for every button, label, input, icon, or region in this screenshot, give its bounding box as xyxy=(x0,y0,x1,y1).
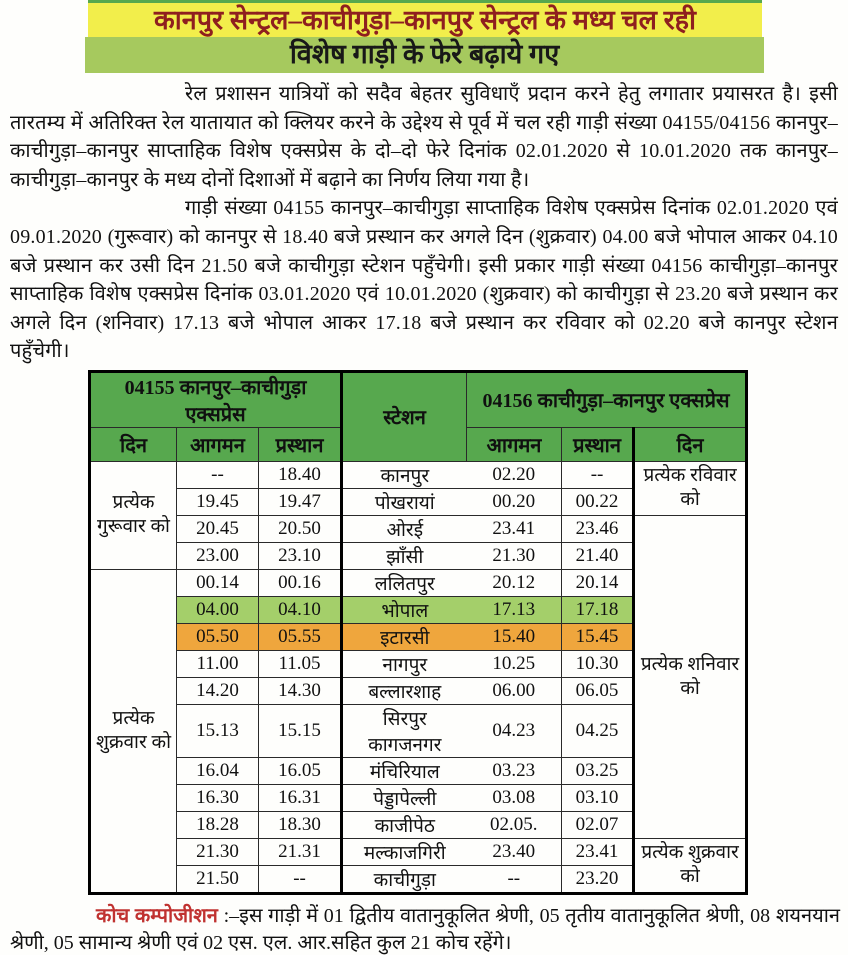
train-timetable xyxy=(88,370,748,895)
departure-time-right: 03.10 xyxy=(562,784,634,811)
arrival-time-left: 21.30 xyxy=(177,838,259,865)
arrival-time-right: 03.08 xyxy=(467,784,562,811)
departure-time-left: 04.10 xyxy=(259,596,342,623)
departure-time-right: 06.05 xyxy=(562,677,634,704)
station-name: झाँसी xyxy=(342,542,467,569)
arrival-time-left: 11.00 xyxy=(177,650,259,677)
page-title-line2: विशेष गाड़ी के फेरे बढ़ाये गए xyxy=(85,37,764,73)
departure-time-right: -- xyxy=(562,461,634,488)
departure-time-left: 16.31 xyxy=(259,784,342,811)
departure-time-left: 05.55 xyxy=(259,623,342,650)
departure-time-left: 18.40 xyxy=(259,461,342,488)
station-column-header: स्टेशन xyxy=(342,371,467,461)
departure-time-right: 20.14 xyxy=(562,569,634,596)
departure-time-left: 18.30 xyxy=(259,811,342,838)
departure-column-header-right: प्रस्थान xyxy=(562,427,634,461)
arrival-time-left: 21.50 xyxy=(177,865,259,893)
departure-time-left: -- xyxy=(259,865,342,893)
timetable-body xyxy=(90,461,747,893)
train-right-header: 04156 काचीगुड़ा–कानपुर एक्सप्रेस xyxy=(467,371,747,427)
arrival-time-right: 04.23 xyxy=(467,704,562,757)
station-name: ओरई xyxy=(342,515,467,542)
departure-time-right: 02.07 xyxy=(562,811,634,838)
arrival-time-right: 23.40 xyxy=(467,838,562,865)
arrival-time-left: 04.00 xyxy=(177,596,259,623)
departure-time-left: 11.05 xyxy=(259,650,342,677)
arrival-time-right: 20.12 xyxy=(467,569,562,596)
day-cell-right: प्रत्येक शुक्रवार को xyxy=(634,838,747,893)
departure-time-left: 19.47 xyxy=(259,488,342,515)
page-title-line1: कानपुर सेन्ट्रल–काचीगुड़ा–कानपुर सेन्ट्रल के मध्य चल रही xyxy=(88,0,762,37)
arrival-time-left: 23.00 xyxy=(177,542,259,569)
arrival-time-right: 17.13 xyxy=(467,596,562,623)
station-name: इटारसी xyxy=(342,623,467,650)
timetable-row xyxy=(90,515,747,542)
arrival-time-left: 16.04 xyxy=(177,757,259,784)
station-name: सिरपुर कागजनगर xyxy=(342,704,467,757)
departure-time-right: 23.20 xyxy=(562,865,634,893)
notice-body xyxy=(0,73,848,366)
arrival-time-left: 00.14 xyxy=(177,569,259,596)
day-column-header-right: दिन xyxy=(634,427,747,461)
departure-time-right: 04.25 xyxy=(562,704,634,757)
departure-time-right: 21.40 xyxy=(562,542,634,569)
departure-time-left: 14.30 xyxy=(259,677,342,704)
day-cell-left: प्रत्येक गुरूवार को xyxy=(90,461,177,569)
arrival-time-right: 15.40 xyxy=(467,623,562,650)
arrival-time-left: 15.13 xyxy=(177,704,259,757)
day-column-header-left: दिन xyxy=(90,427,177,461)
departure-time-right: 15.45 xyxy=(562,623,634,650)
station-name: बल्लारशाह xyxy=(342,677,467,704)
arrival-time-right: 02.20 xyxy=(467,461,562,488)
arrival-column-header-left: आगमन xyxy=(177,427,259,461)
day-cell-right: प्रत्येक रविवार को xyxy=(634,461,747,515)
station-name: भोपाल xyxy=(342,596,467,623)
departure-time-right: 03.25 xyxy=(562,757,634,784)
departure-time-right: 17.18 xyxy=(562,596,634,623)
station-name: नागपुर xyxy=(342,650,467,677)
timetable-row xyxy=(90,461,747,488)
arrival-time-left: 14.20 xyxy=(177,677,259,704)
arrival-time-right: 21.30 xyxy=(467,542,562,569)
arrival-time-left: 16.30 xyxy=(177,784,259,811)
arrival-time-right: 02.05. xyxy=(467,811,562,838)
coach-composition-text: :–इस गाड़ी में 01 द्वितीय वातानुकूलित श्रेणी, 05 तृतीय वातानुकूलित श्रेणी, 08 शयनयान श्रेणी, 05 सामान्य श्रेणी एवं 02 एस. एल. आर.सहित कुल 21 कोच रहेंगे। xyxy=(10,904,840,954)
departure-time-right: 00.22 xyxy=(562,488,634,515)
arrival-column-header-right: आगमन xyxy=(467,427,562,461)
train-left-header: 04155 कानपुर–काचीगुड़ा एक्सप्रेस xyxy=(90,371,342,427)
station-name: मल्काजगिरी xyxy=(342,838,467,865)
station-name: कानपुर xyxy=(342,461,467,488)
day-cell-left: प्रत्येक शुक्रवार को xyxy=(90,569,177,893)
arrival-time-left: 19.45 xyxy=(177,488,259,515)
intro-paragraph: रेल प्रशासन यात्रियों को सदैव बेहतर सुविधाएँ प्रदान करने हेतु लगातार प्रयासरत है। इसी तारतम्य में अतिरिक्त रेल यातायात को क्लियर करने के उद्देश्य से पूर्व में चल रही गाड़ी संख्या 04155/04156 कानपुर–काचीगुड़ा–कानपुर साप्ताहिक विशेष एक्सप्रेस के दो–दो फेरे दिनांक 02.01.2020 से 10.01.2020 तक कानपुर–काचीगुड़ा–कानपुर के मध्य दोनों दिशाओं में बढ़ाने का निर्णय लिया गया है। xyxy=(10,83,838,191)
departure-column-header-left: प्रस्थान xyxy=(259,427,342,461)
station-name: काचीगुड़ा xyxy=(342,865,467,893)
arrival-time-left: 05.50 xyxy=(177,623,259,650)
departure-time-left: 23.10 xyxy=(259,542,342,569)
station-name: पेड्डापेल्ली xyxy=(342,784,467,811)
coach-composition-label: कोच कम्पोजीशन xyxy=(96,904,218,927)
departure-time-left: 15.15 xyxy=(259,704,342,757)
arrival-time-right: 23.41 xyxy=(467,515,562,542)
station-name: ललितपुर xyxy=(342,569,467,596)
arrival-time-right: 03.23 xyxy=(467,757,562,784)
departure-time-right: 10.30 xyxy=(562,650,634,677)
arrival-time-right: 00.20 xyxy=(467,488,562,515)
arrival-time-left: 20.45 xyxy=(177,515,259,542)
station-name: काजीपेठ xyxy=(342,811,467,838)
departure-time-left: 00.16 xyxy=(259,569,342,596)
arrival-time-left: 18.28 xyxy=(177,811,259,838)
day-cell-right: प्रत्येक शनिवार को xyxy=(634,515,747,838)
arrival-time-right: 06.00 xyxy=(467,677,562,704)
departure-time-right: 23.41 xyxy=(562,838,634,865)
timetable-row xyxy=(90,838,747,865)
station-name: पोखरायां xyxy=(342,488,467,515)
arrival-time-left: -- xyxy=(177,461,259,488)
station-name: मंचिरियाल xyxy=(342,757,467,784)
arrival-time-right: -- xyxy=(467,865,562,893)
departure-time-left: 16.05 xyxy=(259,757,342,784)
timetable-header xyxy=(90,371,747,461)
departure-time-right: 23.46 xyxy=(562,515,634,542)
departure-time-left: 20.50 xyxy=(259,515,342,542)
coach-composition-note xyxy=(0,895,848,955)
schedule-paragraph: गाड़ी संख्या 04155 कानपुर–काचीगुड़ा साप्ताहिक विशेष एक्सप्रेस दिनांक 02.01.2020 एवं 09.01.2020 (गुरूवार) को कानपुर से 18.40 बजे प्रस्थान कर अगले दिन (शुक्रवार) 04.00 बजे भोपाल आकर 04.10 बजे प्रस्थान कर उसी दिन 21.50 बजे काचीगुड़ा स्टेशन पहुँचेगी। इसी प्रकार गाड़ी संख्या 04156 काचीगुड़ा–कानपुर साप्ताहिक विशेष एक्सप्रेस दिनांक 03.01.2020 एवं 10.01.2020 (शुक्रवार) को काचीगुड़ा से 23.20 बजे प्रस्थान कर अगले दिन (शनिवार) 17.13 बजे भोपाल आकर 17.18 बजे प्रस्थान कर रविवार को 02.20 बजे कानपुर स्टेशन पहुँचेगी। xyxy=(10,197,838,363)
departure-time-left: 21.31 xyxy=(259,838,342,865)
arrival-time-right: 10.25 xyxy=(467,650,562,677)
